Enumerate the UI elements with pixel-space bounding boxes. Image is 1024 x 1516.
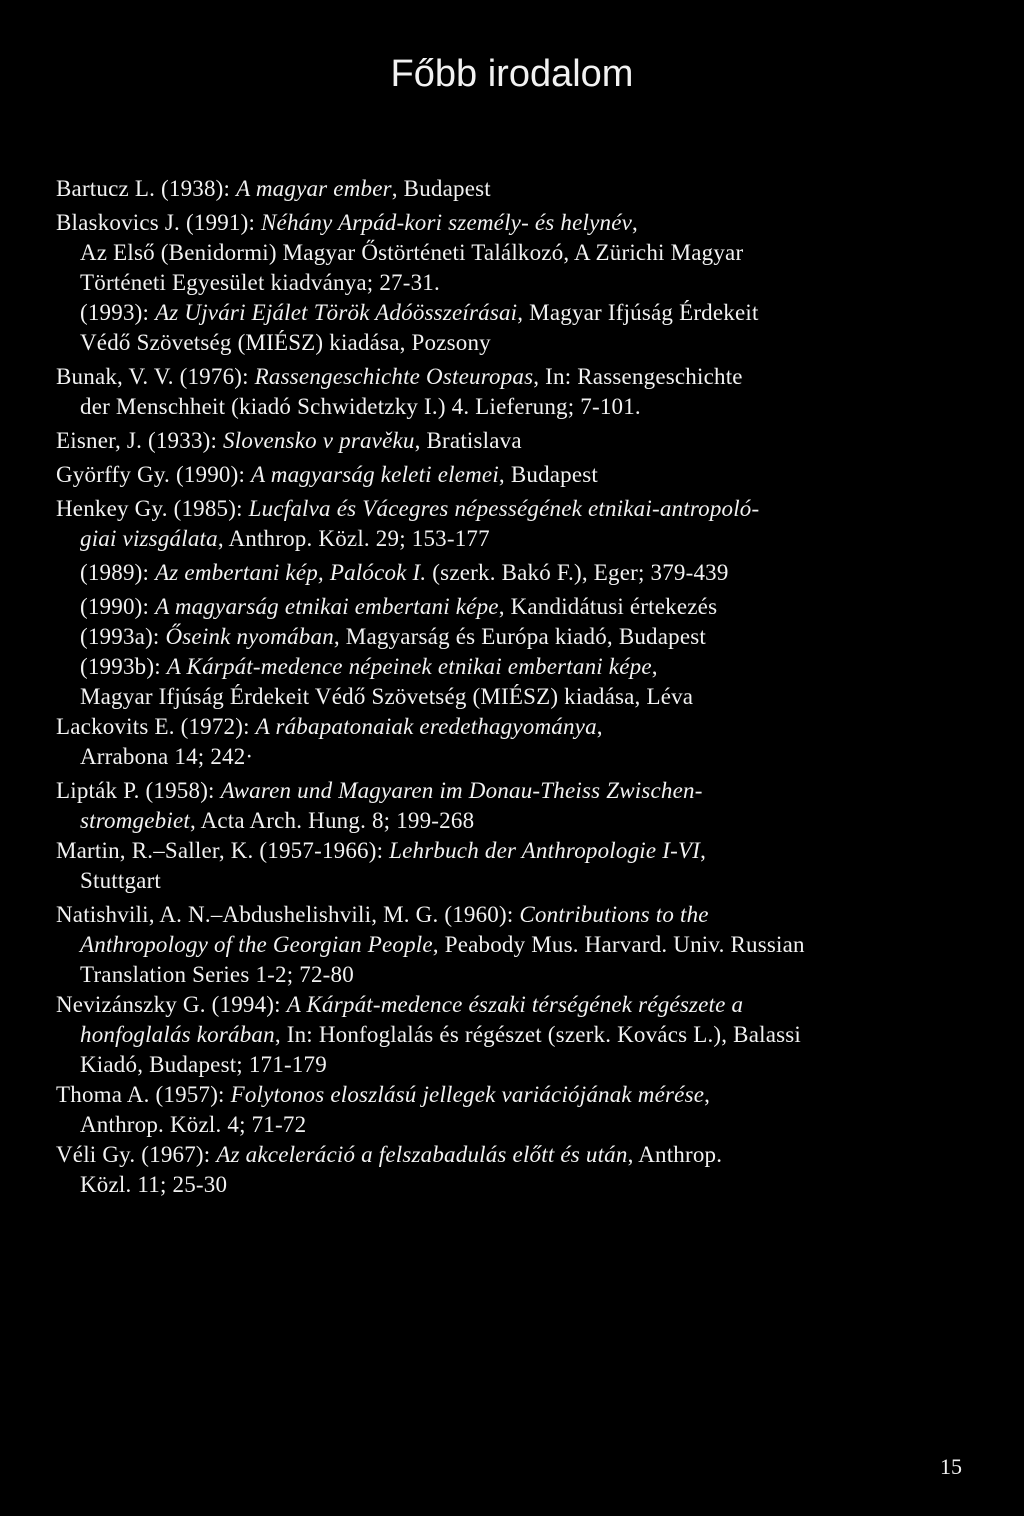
reference-text: Translation Series 1-2; 72-80 — [80, 962, 354, 987]
reference-text: Györffy Gy. (1990): — [56, 462, 251, 487]
reference-continuation-line — [56, 652, 976, 682]
reference-text: , Peabody Mus. Harvard. Univ. Russian — [432, 932, 805, 957]
reference-entry-line — [56, 426, 976, 456]
reference-text: Lackovits E. (1972): — [56, 714, 256, 739]
reference-continuation-line — [56, 298, 976, 328]
reference-text: , — [700, 838, 707, 863]
reference-title-text: A magyarság etnikai embertani képe — [155, 594, 499, 619]
reference-text: Martin, R.–Saller, K. (1957-1966): — [56, 838, 390, 863]
reference-text: Lipták P. (1958): — [56, 778, 221, 803]
reference-text: , — [651, 654, 658, 679]
reference-text: Henkey Gy. (1985): — [56, 496, 249, 521]
reference-continuation-line — [56, 524, 976, 554]
reference-continuation-line — [56, 268, 976, 298]
reference-text: , Anthrop. — [627, 1142, 723, 1167]
reference-entry-line — [56, 362, 976, 392]
reference-title-text: Awaren und Magyaren im Donau-Theiss Zwischen- — [220, 778, 703, 803]
reference-text: Védő Szövetség (MIÉSZ) kiadása, Pozsony — [80, 330, 491, 355]
reference-title-text: Az embertani kép, Palócok I. — [155, 560, 427, 585]
reference-text: Arrabona 14; 242· — [80, 744, 254, 769]
reference-text: , Budapest — [391, 176, 491, 201]
reference-continuation-line — [56, 558, 976, 588]
reference-title-text: Az akceleráció a felszabadulás előtt és után — [216, 1142, 628, 1167]
reference-title-text: Őseink nyomában — [165, 624, 334, 649]
reference-text: Véli Gy. (1967): — [56, 1142, 217, 1167]
reference-text: , Anthrop. Közl. 29; 153-177 — [217, 526, 490, 551]
reference-continuation-line — [56, 866, 976, 896]
reference-title-text: Contributions to the — [519, 902, 709, 927]
reference-entry-line — [56, 776, 976, 806]
reference-text: Bartucz L. (1938): — [56, 176, 237, 201]
reference-text: Thoma A. (1957): — [56, 1082, 231, 1107]
reference-continuation-line — [56, 960, 976, 990]
reference-title-text: A magyarság keleti elemei — [251, 462, 499, 487]
reference-entry-line — [56, 836, 976, 866]
reference-text: , Magyar Ifjúság Érdekeit — [517, 300, 759, 325]
reference-title-text: A Kárpát-medence északi térségének régészete a — [286, 992, 744, 1017]
reference-text: , In: Honfoglalás és régészet (szerk. Kovács L.), Balassi — [274, 1022, 802, 1047]
reference-text: , Kandidátusi értekezés — [498, 594, 718, 619]
reference-text: (szerk. Bakó F.), Eger; 379-439 — [426, 560, 729, 585]
reference-text: der Menschheit (kiadó Schwidetzky I.) 4. Lieferung; 7-101. — [80, 394, 641, 419]
reference-continuation-line — [56, 930, 976, 960]
reference-entry-line — [56, 460, 976, 490]
reference-continuation-line — [56, 1050, 976, 1080]
page-number: 15 — [940, 1454, 962, 1479]
reference-title-text: giai vizsgálata — [80, 526, 218, 551]
reference-text: Bunak, V. V. (1976): — [56, 364, 255, 389]
reference-text: (1989): — [80, 560, 156, 585]
reference-entry-line — [56, 174, 976, 204]
reference-text: Történeti Egyesület kiadványa; 27-31. — [80, 270, 440, 295]
reference-list — [56, 174, 976, 1200]
reference-text: , Budapest — [498, 462, 599, 487]
reference-continuation-line — [56, 1020, 976, 1050]
reference-continuation-line — [56, 592, 976, 622]
reference-text: Magyar Ifjúság Érdekeit Védő Szövetség (MIÉSZ) kiadása, Léva — [80, 684, 694, 709]
reference-text: , — [704, 1082, 711, 1107]
reference-text: Natishvili, A. N.–Abdushelishvili, M. G. (1960): — [56, 902, 520, 927]
reference-text: Nevizánszky G. (1994): — [56, 992, 287, 1017]
reference-entry-line — [56, 1140, 976, 1170]
reference-text: (1993b): — [80, 654, 167, 679]
reference-text: Anthrop. Közl. 4; 71-72 — [80, 1112, 307, 1137]
reference-text: , Magyarság és Európa kiadó, Budapest — [333, 624, 707, 649]
reference-text: (1993a): — [80, 624, 166, 649]
reference-title-text: Az Ujvári Ejálet Török Adóösszeírásai — [155, 300, 518, 325]
reference-text: Stuttgart — [80, 868, 162, 893]
reference-entry-line — [56, 208, 976, 238]
reference-text: Eisner, J. (1933): — [56, 428, 224, 453]
reference-continuation-line — [56, 238, 976, 268]
reference-continuation-line — [56, 622, 976, 652]
reference-title-text: honfoglalás korában — [80, 1022, 275, 1047]
reference-entry-line — [56, 494, 976, 524]
reference-text: , In: Rassengeschichte — [533, 364, 743, 389]
reference-title-text: stromgebiet — [80, 808, 190, 833]
reference-title-text: Néhány Arpád-kori személy- és helynév — [261, 210, 633, 235]
reference-entry-line — [56, 1080, 976, 1110]
reference-continuation-line — [56, 806, 976, 836]
reference-continuation-line — [56, 682, 976, 712]
reference-text: Közl. 11; 25-30 — [80, 1172, 228, 1197]
reference-title-text: Anthropology of the Georgian People — [80, 932, 433, 957]
reference-continuation-line — [56, 392, 976, 422]
reference-text: , — [632, 210, 638, 235]
reference-title-text: Folytonos eloszlású jellegek variációjának mérése — [230, 1082, 705, 1107]
reference-text: , — [596, 714, 603, 739]
reference-continuation-line — [56, 328, 976, 358]
reference-text: Kiadó, Budapest; 171-179 — [80, 1052, 327, 1077]
reference-text: (1993): — [80, 300, 156, 325]
reference-text: , Bratislava — [414, 428, 522, 453]
reference-continuation-line — [56, 1170, 976, 1200]
reference-title-text: A magyar ember — [236, 176, 392, 201]
reference-entry-line — [56, 990, 976, 1020]
reference-text: , Acta Arch. Hung. 8; 199-268 — [189, 808, 475, 833]
reference-title-text: A Kárpát-medence népeinek etnikai embertani képe — [166, 654, 652, 679]
reference-title-text: Rassengeschichte Osteuropas — [254, 364, 534, 389]
reference-continuation-line — [56, 1110, 976, 1140]
reference-entry-line — [56, 900, 976, 930]
reference-title-text: Slovensko v pravěku — [223, 428, 415, 453]
reference-text: Blaskovics J. (1991): — [56, 210, 261, 235]
reference-title-text: Lehrbuch der Anthropologie I-VI — [389, 838, 701, 863]
reference-title-text: A rábapatonaiak eredethagyománya — [255, 714, 597, 739]
reference-text: (1990): — [80, 594, 156, 619]
reference-text: Az Első (Benidormi) Magyar Őstörténeti Találkozó, A Zürichi Magyar — [80, 240, 744, 265]
reference-continuation-line — [56, 742, 976, 772]
reference-title-text: Lucfalva és Vácegres népességének etnikai-antropoló- — [248, 496, 760, 521]
reference-entry-line — [56, 712, 976, 742]
page-title: Főbb irodalom — [390, 53, 634, 95]
